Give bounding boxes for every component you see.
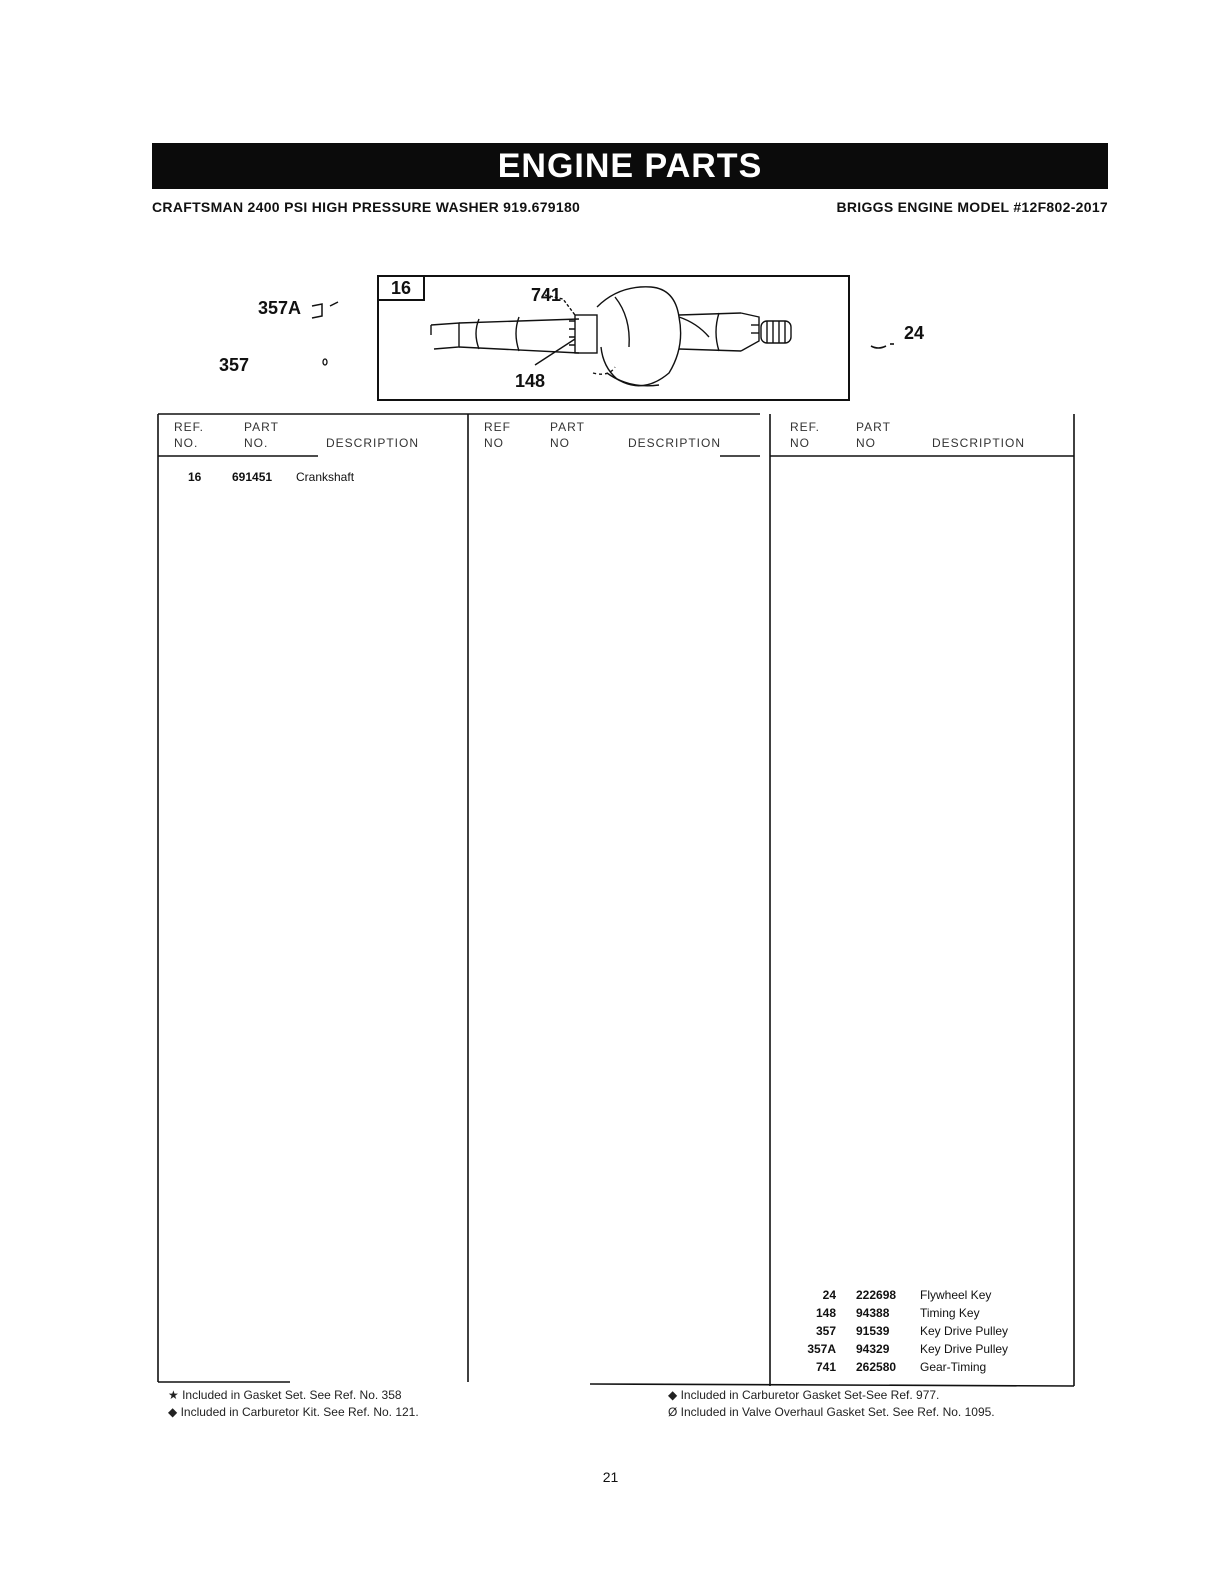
- row-part: 94388: [856, 1306, 890, 1320]
- row-ref: 24: [822, 1288, 836, 1302]
- row-part: 91539: [856, 1324, 890, 1338]
- footnote-carburetor-kit: ◆ Included in Carburetor Kit. See Ref. No. 121.: [168, 1405, 419, 1419]
- engine-model: BRIGGS ENGINE MODEL #12F802-2017: [836, 199, 1108, 215]
- col1-part-header-no: NO.: [244, 436, 269, 450]
- col2-ref-header-no: NO: [484, 436, 504, 450]
- col3-ref-header: REF.: [790, 420, 821, 434]
- callout-357a-label: 357A: [258, 298, 302, 318]
- col2-part-header: PART: [550, 420, 585, 434]
- col1-part-header: PART: [244, 420, 279, 434]
- row-ref: 16: [188, 470, 202, 484]
- footnote-valve-overhaul: Ø Included in Valve Overhaul Gasket Set. See Ref. No. 1095.: [668, 1405, 995, 1419]
- row-part: 691451: [232, 470, 273, 484]
- row-desc: Flywheel Key: [920, 1288, 992, 1302]
- col3-part-header: PART: [856, 420, 891, 434]
- row-part: 222698: [856, 1288, 897, 1302]
- col1-ref-header-no: NO.: [174, 436, 199, 450]
- col2-desc-header: DESCRIPTION: [628, 436, 722, 450]
- row-desc: Crankshaft: [296, 470, 355, 484]
- row-part: 262580: [856, 1360, 897, 1374]
- callout-148-label: 148: [515, 371, 546, 391]
- footnote-carburetor-gasket-set: ◆ Included in Carburetor Gasket Set-See Ref. 977.: [668, 1388, 940, 1402]
- page-number: 21: [602, 1469, 619, 1485]
- callout-357-label: 357: [219, 355, 250, 375]
- row-desc: Timing Key: [920, 1306, 980, 1320]
- col2-ref-header: REF: [484, 420, 511, 434]
- callout-24-label: 24: [904, 323, 925, 343]
- footnote-gasket-set: ★ Included in Gasket Set. See Ref. No. 358: [168, 1388, 402, 1402]
- product-name: CRAFTSMAN 2400 PSI HIGH PRESSURE WASHER 919.679180: [152, 199, 581, 215]
- page-title: ENGINE PARTS: [152, 143, 1108, 189]
- col1-desc-header: DESCRIPTION: [326, 436, 420, 450]
- inset-label: 16: [379, 277, 425, 301]
- col3-ref-header-no: NO: [790, 436, 810, 450]
- row-desc: Key Drive Pulley: [920, 1324, 1009, 1338]
- col3-desc-header: DESCRIPTION: [932, 436, 1026, 450]
- row-part: 94329: [856, 1342, 890, 1356]
- col2-part-header-no: NO: [550, 436, 570, 450]
- row-ref: 741: [815, 1360, 836, 1374]
- col3-part-header-no: NO: [856, 436, 876, 450]
- callout-741-label: 741: [531, 285, 562, 305]
- row-ref: 357: [815, 1324, 836, 1338]
- row-ref: 148: [815, 1306, 836, 1320]
- col1-ref-header: REF.: [174, 420, 205, 434]
- row-ref: 357A: [807, 1342, 836, 1356]
- row-desc: Gear-Timing: [920, 1360, 987, 1374]
- row-desc: Key Drive Pulley: [920, 1342, 1009, 1356]
